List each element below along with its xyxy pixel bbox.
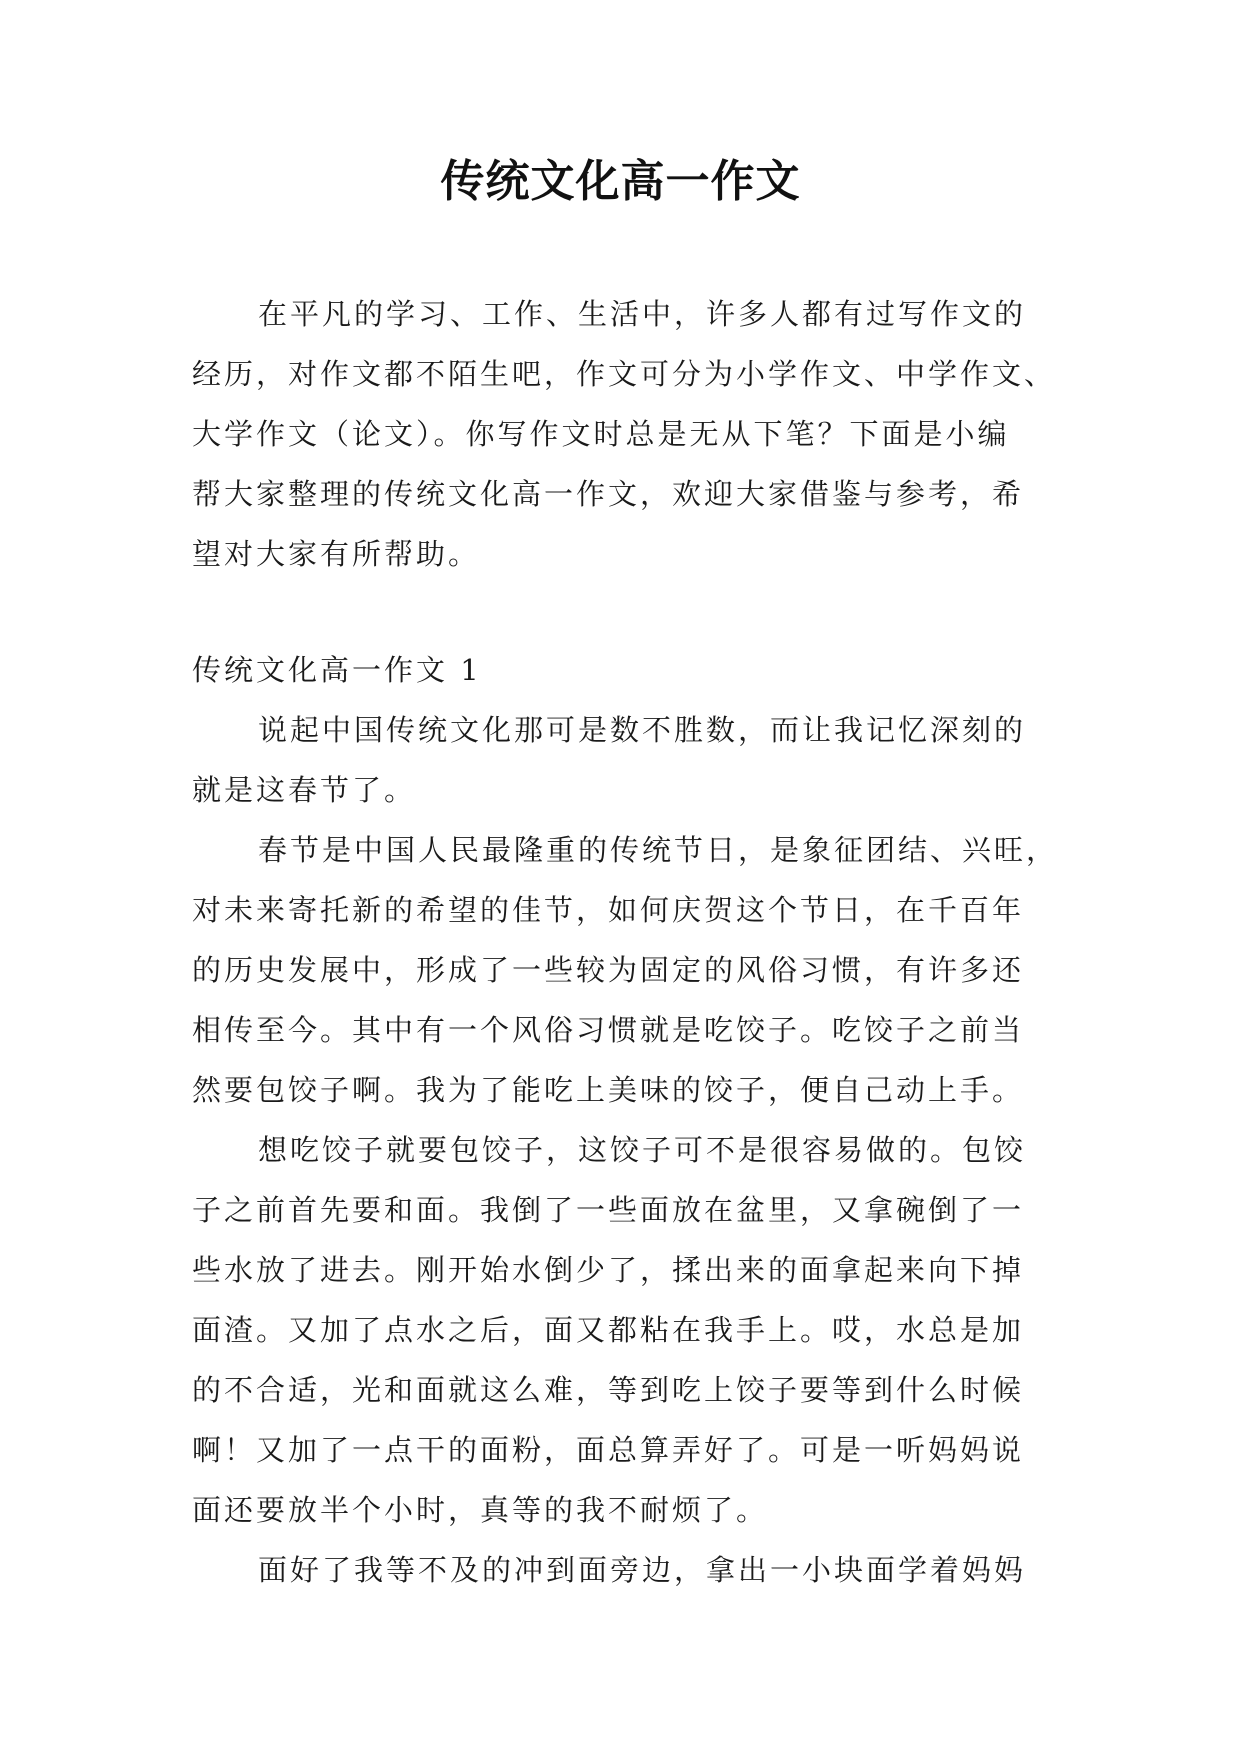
text-line: 大学作文（论文）。你写作文时总是无从下笔？下面是小编	[192, 417, 1010, 451]
text-line: 对未来寄托新的希望的佳节，如何庆贺这个节日，在千百年	[192, 893, 1025, 927]
text-line: 的历史发展中，形成了一些较为固定的风俗习惯，有许多还	[192, 953, 1025, 987]
paragraph	[192, 1120, 1052, 1540]
section-heading: 传统文化高一作文 1	[192, 653, 482, 687]
text-line: 望对大家有所帮助。	[192, 537, 481, 571]
text-line: 然要包饺子啊。我为了能吃上美味的饺子，便自己动上手。	[192, 1073, 1025, 1107]
text-line: 春节是中国人民最隆重的传统节日，是象征团结、兴旺，	[258, 833, 1059, 867]
text-line: 在平凡的学习、工作、生活中，许多人都有过写作文的	[258, 297, 1027, 331]
paragraph	[192, 700, 1052, 820]
text-line: 面好了我等不及的冲到面旁边，拿出一小块面学着妈妈	[258, 1553, 1027, 1587]
text-line: 子之前首先要和面。我倒了一些面放在盆里，又拿碗倒了一	[192, 1193, 1025, 1227]
document-title: 传统文化高一作文	[440, 156, 801, 207]
text-line: 相传至今。其中有一个风俗习惯就是吃饺子。吃饺子之前当	[192, 1013, 1025, 1047]
text-line: 些水放了进去。刚开始水倒少了，揉出来的面拿起来向下掉	[192, 1253, 1025, 1287]
text-line: 的不合适，光和面就这么难，等到吃上饺子要等到什么时候	[192, 1373, 1025, 1407]
text-line: 经历，对作文都不陌生吧，作文可分为小学作文、中学作文、	[192, 357, 1057, 391]
text-line: 帮大家整理的传统文化高一作文，欢迎大家借鉴与参考，希	[192, 477, 1025, 511]
text-line: 就是这春节了。	[192, 773, 417, 807]
text-line: 想吃饺子就要包饺子，这饺子可不是很容易做的。包饺	[258, 1133, 1027, 1167]
document-body	[192, 284, 1059, 1600]
text-line: 啊！又加了一点干的面粉，面总算弄好了。可是一听妈妈说	[192, 1433, 1025, 1467]
text-line: 说起中国传统文化那可是数不胜数，而让我记忆深刻的	[258, 713, 1027, 747]
text-line: 面渣。又加了点水之后，面又都粘在我手上。哎，水总是加	[192, 1313, 1025, 1347]
intro-paragraph	[192, 284, 1057, 584]
paragraph	[192, 1540, 1052, 1600]
section-spacer	[192, 584, 1052, 640]
paragraph	[192, 820, 1059, 1120]
text-line: 面还要放半个小时，真等的我不耐烦了。	[192, 1493, 769, 1527]
